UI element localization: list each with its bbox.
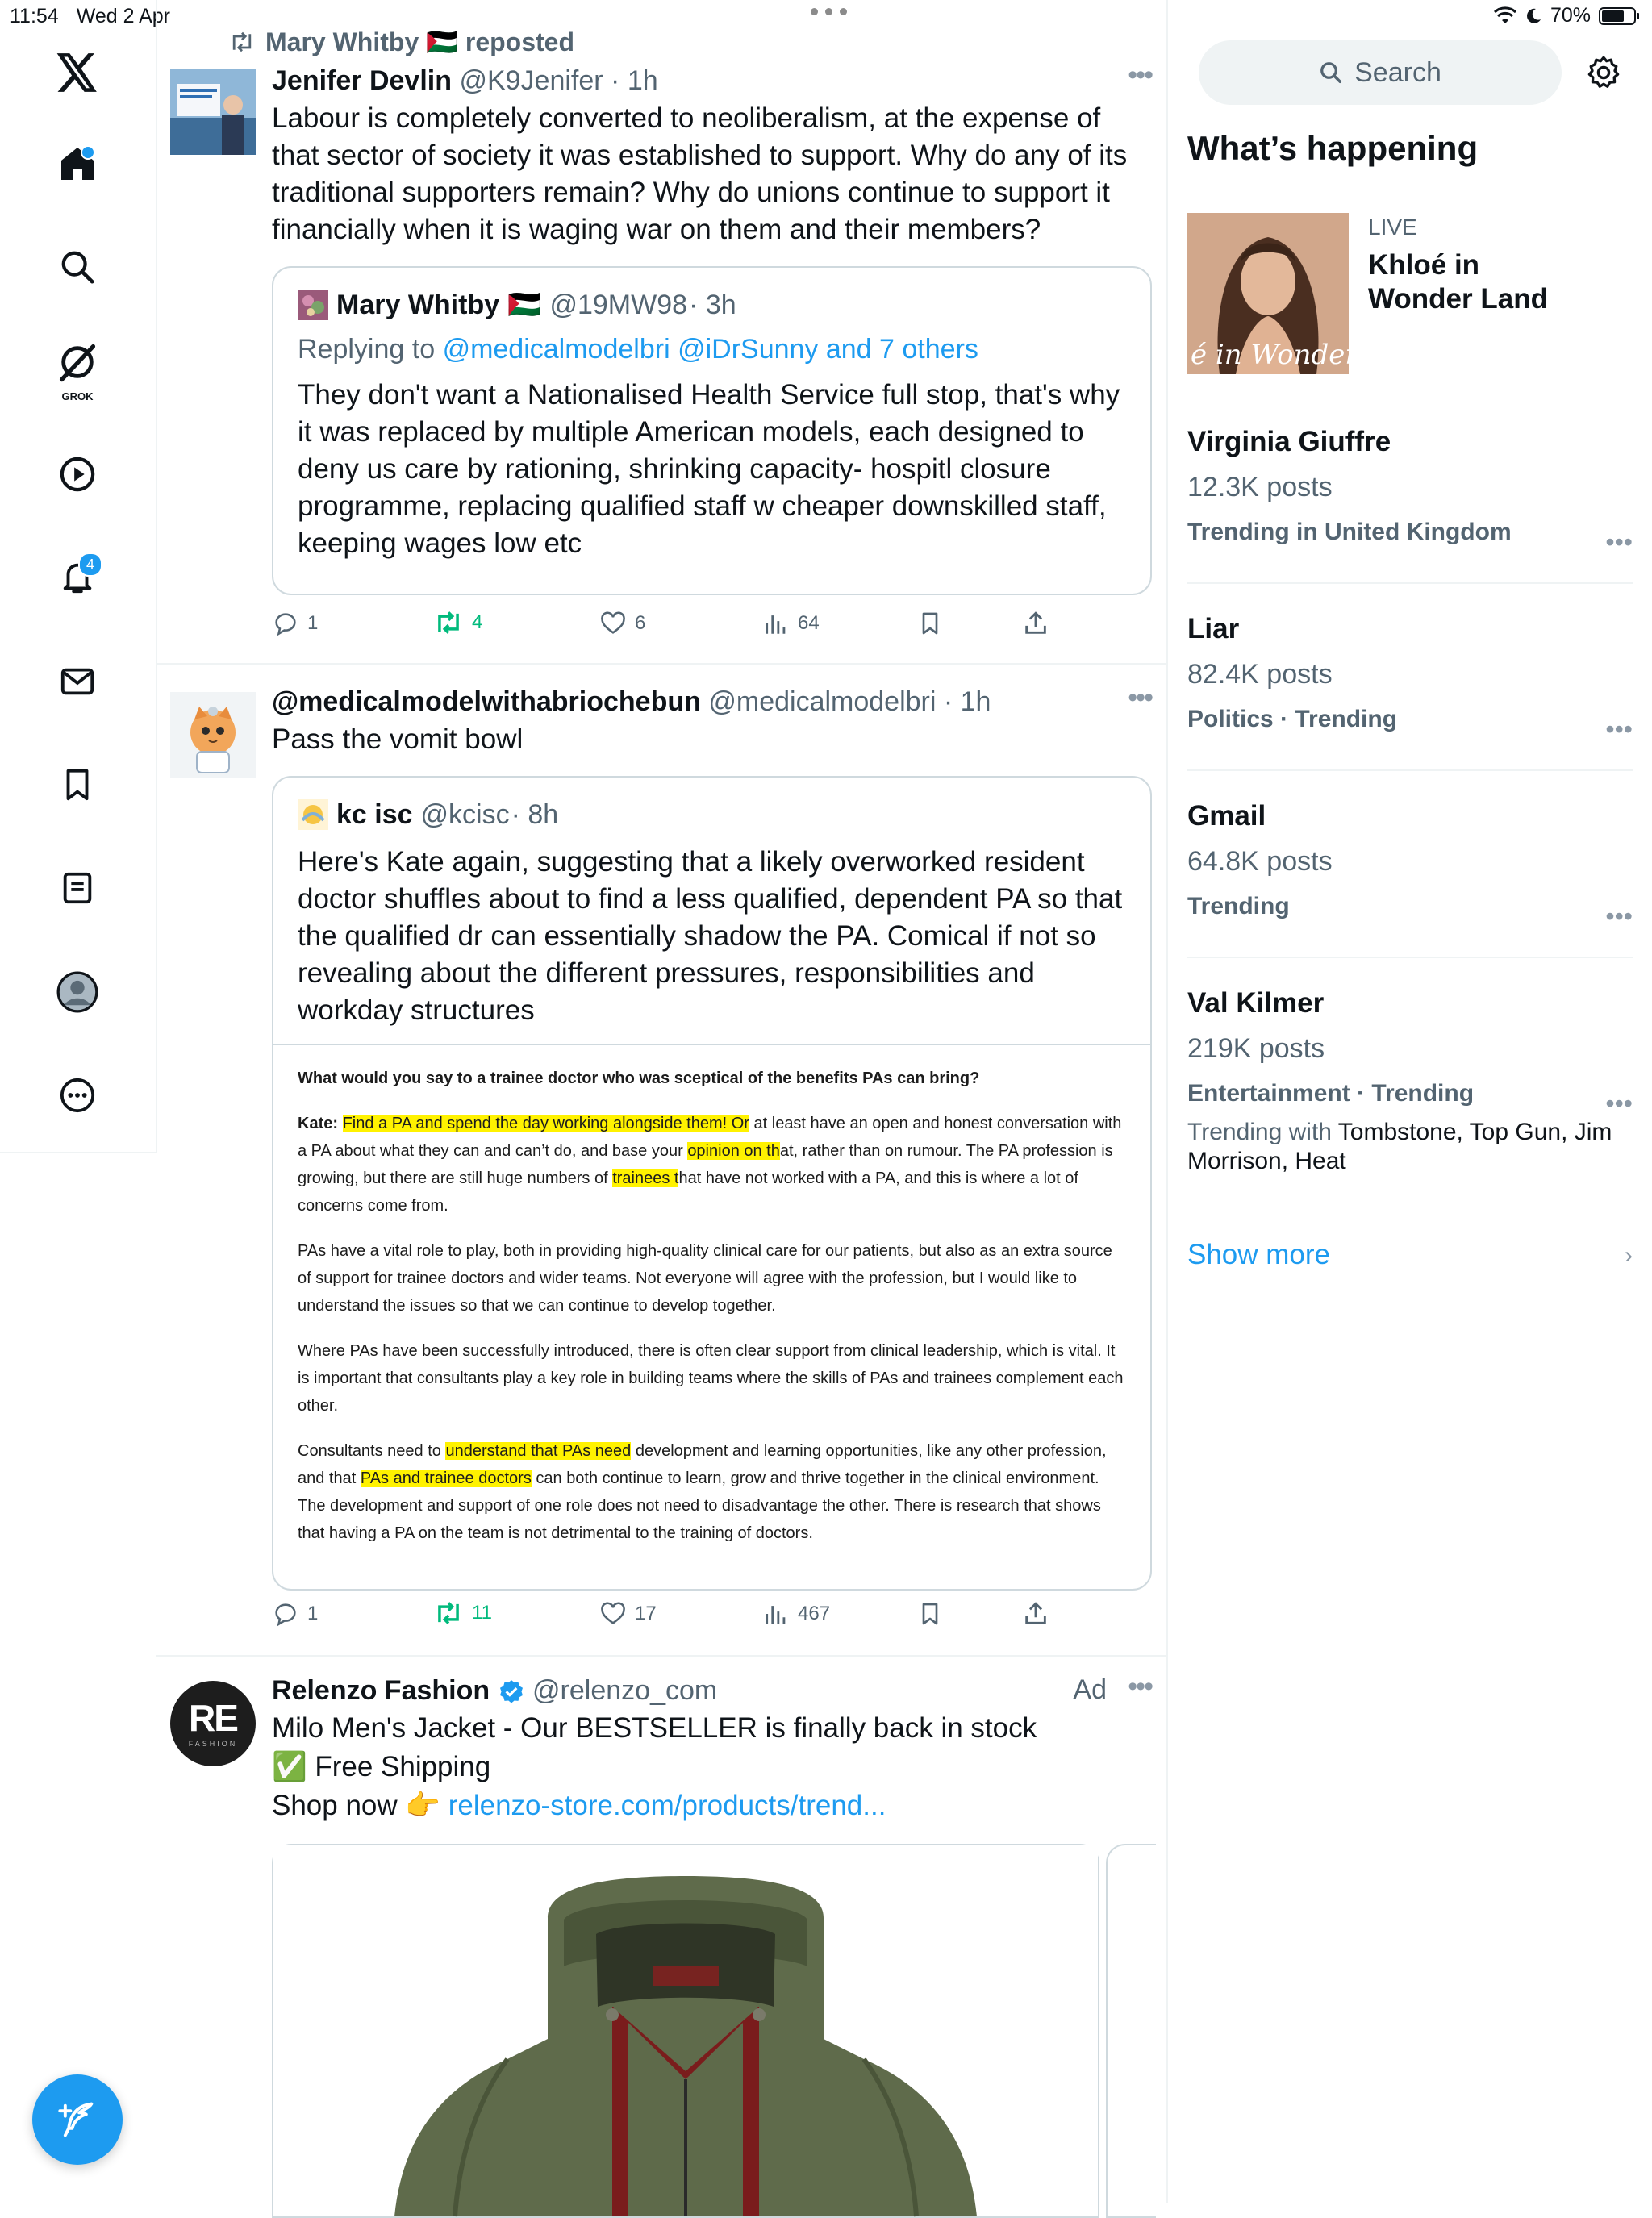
doc-text: development and learning opportunities, like any other profession, and that xyxy=(298,1442,1107,1487)
doc-highlight: understand that PAs need xyxy=(445,1442,632,1460)
post[interactable] xyxy=(156,665,1166,1657)
post-actions xyxy=(272,610,1111,642)
quote-author-flag: 🇵🇸 xyxy=(507,290,542,320)
doc-question: What would you say to a trainee doctor who was sceptical of the benefits PAs can bring? xyxy=(298,1069,980,1087)
jacket-image xyxy=(273,1845,1098,2216)
compose-post-button[interactable] xyxy=(32,2074,123,2165)
trend-post-count: 64.8K posts xyxy=(1187,846,1333,877)
quote-time: · 3h xyxy=(689,290,736,320)
ad-shop-now: Shop now 👉 xyxy=(272,1790,448,1821)
doc-highlight: PAs and trainee doctors xyxy=(360,1470,532,1487)
nav-bookmarks[interactable] xyxy=(49,757,106,813)
post-text: Pass the vomit bowl xyxy=(272,723,524,755)
author-handle[interactable]: @relenzo_com xyxy=(532,1675,718,1706)
repost-count: 4 xyxy=(472,611,483,633)
right-sidebar xyxy=(1168,0,1652,2203)
bookmark-icon xyxy=(917,1600,943,1628)
show-more-link[interactable] xyxy=(1187,1239,1633,1271)
trend-item[interactable] xyxy=(1187,986,1633,1211)
mail-icon xyxy=(59,663,96,700)
trend-context: Trending xyxy=(1187,893,1290,919)
avatar[interactable] xyxy=(170,69,256,155)
quoted-post[interactable] xyxy=(272,266,1152,595)
left-navigation xyxy=(0,0,157,1153)
post-more-icon[interactable]: ••• xyxy=(1128,1671,1152,1702)
nav-messages[interactable] xyxy=(49,653,106,710)
timeline xyxy=(156,0,1168,2203)
x-logo-icon[interactable] xyxy=(49,44,106,101)
repost-icon xyxy=(228,31,256,53)
checkmark-icon: ✅ xyxy=(272,1751,307,1782)
trend-more-icon[interactable]: ••• xyxy=(1605,527,1633,557)
battery-percent: 70% xyxy=(1550,4,1591,27)
trend-item[interactable] xyxy=(1187,611,1633,771)
trend-item[interactable] xyxy=(1187,424,1633,584)
trend-related-names: Tombstone, Top Gun, Jim Morrison, Heat xyxy=(1187,1119,1612,1174)
ad-link[interactable]: relenzo-store.com/products/trend... xyxy=(448,1790,886,1821)
views-count: 467 xyxy=(798,1603,831,1624)
quote-attached-document[interactable] xyxy=(273,1044,1150,1570)
like-button[interactable] xyxy=(599,1600,657,1628)
ad-text-line-1: Milo Men's Jacket - Our BESTSELLER is finally back in stock xyxy=(272,1712,1037,1744)
heart-icon xyxy=(599,610,627,637)
replying-to-users[interactable]: @medicalmodelbri @iDrSunny and 7 others xyxy=(442,334,978,365)
replying-to xyxy=(298,334,1126,365)
quote-author-name: Mary Whitby xyxy=(336,290,500,320)
reply-icon xyxy=(272,610,299,637)
post-more-icon[interactable]: ••• xyxy=(1128,682,1152,713)
nav-grok[interactable] xyxy=(49,335,106,404)
grok-label: GROK xyxy=(61,390,94,402)
views-icon xyxy=(762,1600,790,1628)
live-label: LIVE xyxy=(1368,215,1417,240)
trend-more-icon[interactable]: ••• xyxy=(1605,902,1633,931)
trend-name: Liar xyxy=(1187,613,1240,644)
trend-context: Entertainment · Trending xyxy=(1187,1080,1475,1107)
quote-author-handle: @19MW98 xyxy=(549,290,688,320)
nav-explore[interactable] xyxy=(49,239,106,295)
reply-icon xyxy=(272,1600,299,1628)
quote-avatar xyxy=(298,799,328,830)
avatar[interactable] xyxy=(170,1681,256,1766)
post[interactable] xyxy=(156,0,1166,665)
nav-videos[interactable] xyxy=(49,446,106,502)
repost-indicator xyxy=(228,27,574,57)
brand-logo-text: RE xyxy=(189,1697,237,1739)
trend-related-prefix: Trending with xyxy=(1187,1119,1338,1145)
doc-paragraph-1 xyxy=(298,1110,1124,1219)
views-icon xyxy=(762,610,790,637)
bookmark-button[interactable] xyxy=(917,610,943,637)
doc-highlight: opinion on th xyxy=(687,1142,780,1160)
doc-paragraph-3: Where PAs have been successfully introduced, there is often clear support from clinical leadership, which is vital. It is important that consultants play a key role in building teams where the skills of PAs and trainees complement each other. xyxy=(298,1342,1124,1415)
bookmark-icon xyxy=(917,610,943,637)
chevron-right-icon: › xyxy=(1625,1242,1633,1269)
trend-name: Virginia Giuffre xyxy=(1187,426,1391,457)
reply-button[interactable] xyxy=(272,1600,318,1628)
author-name[interactable]: Jenifer Devlin xyxy=(272,65,452,96)
author-name[interactable]: @medicalmodelwithabriochebun xyxy=(272,686,701,717)
trend-name: Val Kilmer xyxy=(1187,987,1325,1019)
featured-event-image xyxy=(1187,213,1376,374)
post-more-icon[interactable]: ••• xyxy=(1128,60,1152,90)
repost-count: 11 xyxy=(472,1602,492,1624)
repost-label: Mary Whitby 🇵🇸 reposted xyxy=(265,27,574,56)
bookmark-icon xyxy=(59,766,96,803)
avatar[interactable] xyxy=(170,692,256,778)
repost-icon xyxy=(433,610,464,636)
repost-button[interactable] xyxy=(433,1600,492,1626)
doc-text: hat have not worked with a PA, and this is where a lot of concerns come from. xyxy=(298,1169,1078,1215)
post-time[interactable]: · 1h xyxy=(943,686,991,717)
featured-event[interactable] xyxy=(1187,213,1620,374)
trend-post-count: 219K posts xyxy=(1187,1033,1325,1064)
nav-home[interactable] xyxy=(49,135,106,192)
brand-logo-subtext: FASHION xyxy=(188,1740,238,1748)
quote-avatar xyxy=(298,290,328,320)
trend-post-count: 82.4K posts xyxy=(1187,659,1333,690)
nav-lists[interactable] xyxy=(49,860,106,916)
featured-event-title: Khloé in Wonder Land xyxy=(1368,249,1548,315)
settings-button[interactable] xyxy=(1586,55,1621,90)
home-new-dot xyxy=(81,145,95,160)
reply-button[interactable] xyxy=(272,610,318,637)
nav-notifications[interactable] xyxy=(49,549,106,606)
share-icon xyxy=(1022,610,1049,637)
author-handle[interactable]: @medicalmodelbri xyxy=(708,686,937,717)
trend-related xyxy=(1187,1118,1633,1176)
doc-paragraph-4 xyxy=(298,1437,1124,1547)
grok-icon xyxy=(56,341,98,383)
notifications-badge: 4 xyxy=(78,552,102,577)
quote-text: They don't want a Nationalised Health Service full stop, that's why it was replaced by multiple American models, each designed to deny us care by rationing, shrinking capacity- hospitl closure programme, replacing qualified staff w cheaper downskilled staff, keeping wages low etc xyxy=(298,379,1120,559)
like-button[interactable] xyxy=(599,610,645,637)
whats-happening-title: What’s happening xyxy=(1187,129,1479,167)
quote-author-handle: @kcisc xyxy=(420,799,510,830)
replying-to-prefix: Replying to xyxy=(298,334,436,365)
ad-media-next-card[interactable] xyxy=(1106,1844,1156,2218)
like-count: 17 xyxy=(635,1603,657,1624)
profile-avatar-icon xyxy=(56,971,98,1013)
author-handle[interactable]: @K9Jenifer xyxy=(459,65,603,96)
feather-plus-icon xyxy=(56,2099,98,2141)
ad-media-image[interactable] xyxy=(272,1844,1099,2218)
like-count: 6 xyxy=(635,612,646,634)
search-placeholder: Search xyxy=(1354,56,1441,88)
ad-text-line-2 xyxy=(272,1749,1152,1786)
views-button[interactable] xyxy=(762,610,820,637)
post-actions xyxy=(272,1600,1111,1632)
status-time: 11:54 xyxy=(10,5,59,27)
quote-time: · 8h xyxy=(511,799,559,830)
doc-text: Consultants need to xyxy=(298,1442,446,1460)
share-button[interactable] xyxy=(1022,1600,1049,1628)
doc-highlight: trainees t xyxy=(612,1169,679,1187)
reply-count: 1 xyxy=(307,612,319,634)
share-button[interactable] xyxy=(1022,610,1049,637)
views-button[interactable] xyxy=(762,1600,830,1628)
author-name[interactable]: Relenzo Fashion xyxy=(272,1675,490,1706)
doc-text: at, rather than on rumour. The PA profession is growing, but there are still huge numbers of xyxy=(298,1142,1113,1187)
doc-speaker: Kate: xyxy=(298,1115,343,1132)
ad-free-shipping: Free Shipping xyxy=(307,1751,491,1782)
repost-icon xyxy=(433,1600,464,1626)
trend-more-icon[interactable]: ••• xyxy=(1605,1089,1633,1118)
share-icon xyxy=(1022,1600,1049,1628)
ad-label: Ad xyxy=(1073,1674,1107,1705)
status-date: Wed 2 Apr xyxy=(76,5,170,27)
heart-icon xyxy=(599,1600,627,1628)
doc-highlight: Find a PA and spend the day working alongside them! Or xyxy=(342,1115,749,1132)
show-more-label: Show more xyxy=(1187,1239,1331,1270)
post-text: Labour is completely converted to neoliberalism, at the expense of that sector of society it was established to support. Why do any of its traditional supporters remain? Why do unions continue to support it financially when it is waging war on them and their members? xyxy=(272,102,1128,245)
gear-icon xyxy=(1586,55,1621,90)
trend-context: Politics · Trending xyxy=(1187,706,1398,732)
reply-count: 1 xyxy=(307,1603,319,1624)
post-time[interactable]: · 1h xyxy=(611,65,658,96)
quote-author-name: kc isc xyxy=(336,799,413,830)
search-icon xyxy=(1319,60,1343,85)
featured-image-caption: é in Wonder l xyxy=(1191,339,1376,371)
quote-text: Here's Kate again, suggesting that a likely overworked resident doctor shuffles about to find a less qualified, dependent PA so that the qualified dr can essentially shadow the PA. Comical if not so revealing about the different pressures, responsibilities and workday structures xyxy=(298,846,1123,1026)
repost-button[interactable] xyxy=(433,610,482,636)
doc-paragraph-2: PAs have a vital role to play, both in providing high-quality clinical care for our patients, but also as an extra source of support for trainee doctors and wider teams. Not everyone will agree with the profession, but I would like to understand the issues so that we can continue to develop together. xyxy=(298,1242,1112,1315)
bookmark-button[interactable] xyxy=(917,1600,943,1628)
play-icon xyxy=(59,456,96,493)
ad-text-line-3 xyxy=(272,1787,1152,1824)
nav-more[interactable] xyxy=(49,1067,106,1124)
quoted-post[interactable] xyxy=(272,776,1152,1591)
more-circle-icon xyxy=(59,1077,96,1114)
search-input[interactable] xyxy=(1199,40,1562,105)
trend-item[interactable] xyxy=(1187,798,1633,958)
verified-badge-icon xyxy=(498,1678,525,1706)
list-icon xyxy=(59,869,96,907)
doc-text: can both continue to learn, grow and thrive together in the clinical environment. The development and support of one role does not need to disadvantage the other. There is research that shows that having a PA on the team is not detrimental to the training of doctors. xyxy=(298,1470,1101,1542)
nav-profile[interactable] xyxy=(49,964,106,1020)
trend-context: Trending in United Kingdom xyxy=(1187,519,1512,545)
trend-name: Gmail xyxy=(1187,800,1266,832)
trend-more-icon[interactable]: ••• xyxy=(1605,715,1633,744)
views-count: 64 xyxy=(798,612,820,634)
trend-post-count: 12.3K posts xyxy=(1187,472,1333,502)
search-icon xyxy=(59,248,96,286)
doc-text: at least have an open and honest conversation with a PA about what they can and can’t do, and base your xyxy=(298,1115,1122,1160)
